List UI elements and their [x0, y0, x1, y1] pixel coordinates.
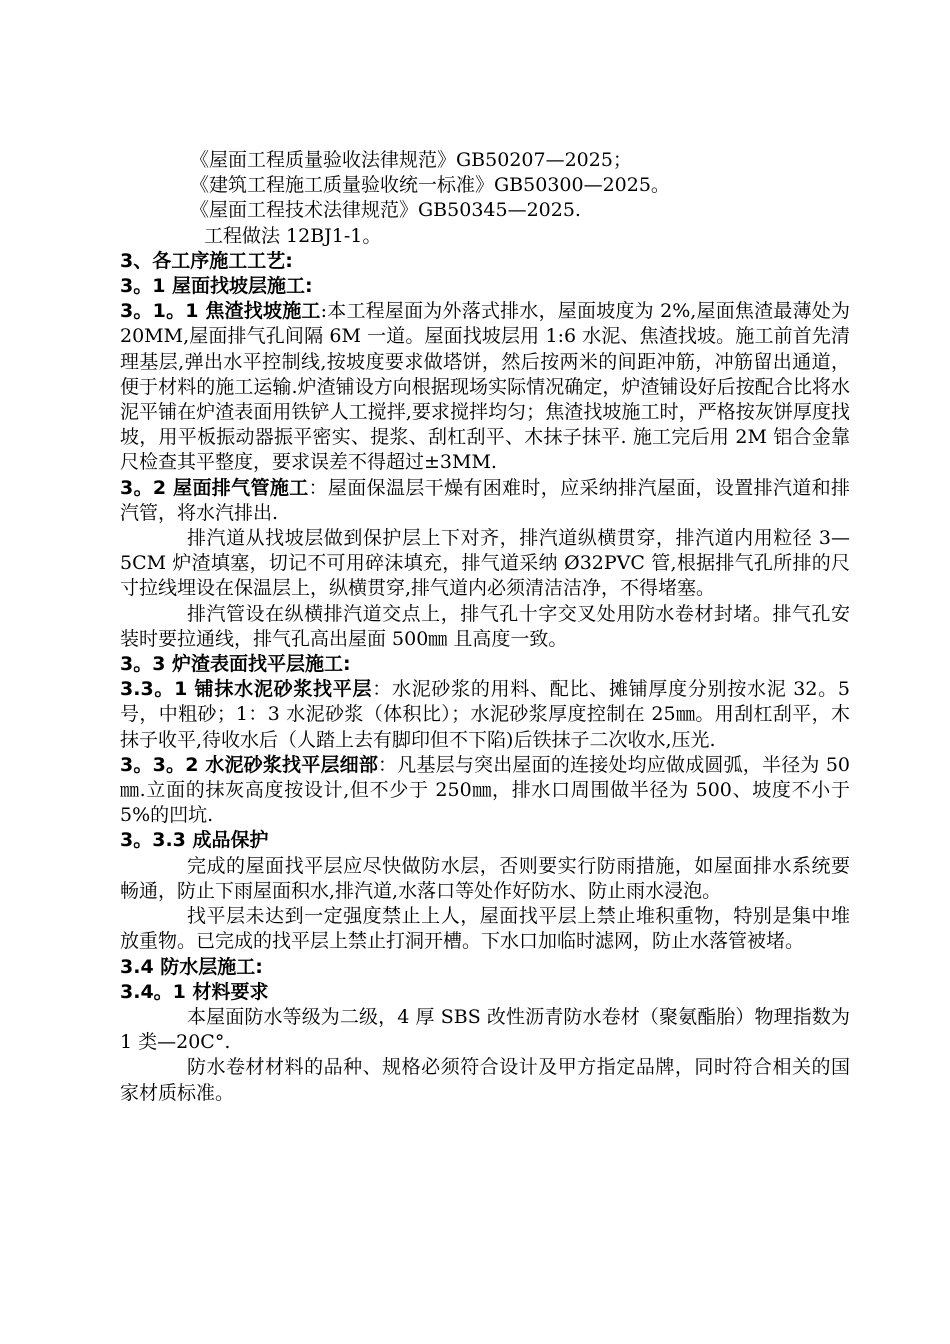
paragraph: 本屋面防水等级为二级，4 厚 SBS 改性沥青防水卷材（聚氨酯胎）物理指数为 1 类—20C°.: [120, 1005, 850, 1054]
section-heading: 3.4 防水层施工:: [120, 955, 263, 978]
reference-line: 《建筑工程施工质量验收统一标准》GB50300—2025。: [190, 174, 670, 197]
paragraph: 防水卷材材料的品种、规格必须符合设计及甲方指定品牌，同时符合相关的国家材质标准。: [120, 1056, 850, 1104]
paragraph: 找平层未达到一定强度禁止上人，屋面找平层上禁止堆积重物，特别是集中堆放重物。已完成的找平层上禁止打洞开槽。下水口加临时滤网，防止水落管被堵。: [120, 905, 850, 953]
document-body: [120, 148, 850, 1106]
reference-line: 《屋面工程技术法律规范》GB50345—2025.: [190, 199, 581, 222]
paragraph: 完成的屋面找平层应尽快做防水层，否则要实行防雨措施，如屋面排水系统要畅通，防止下雨屋面积水,排汽道,水落口等处作好防水、防止雨水浸泡。: [120, 854, 850, 902]
paragraph-text: ：水泥砂浆的用料、配比、摊铺厚度分别按水泥 32。5 号，中粗砂；1：3 水泥砂浆（体积比）；水泥砂浆厚度控制在 25㎜。用刮杠刮平，木抹子收平,待收水后（人踏上去有脚印但不下陷)后铁抹子二次收水,压光.: [120, 678, 850, 751]
section-heading: 3.4。1 材料要求: [120, 980, 269, 1003]
paragraph-text: :本工程屋面为外落式排水，屋面坡度为 2%,屋面焦渣最薄处为 20MM,屋面排气孔间隔 6M 一道。屋面找坡层用 1:6 水泥、焦渣找坡。施工前首先清理基层,弹出水平控制线,按坡度要求做塔饼，然后按两米的间距冲筋，冲筋留出通道，便于材料的施工运输.炉渣铺设方向根据现场实际情况确定，炉渣铺设好后按配合比将水泥平铺在炉渣表面用铁铲人工搅拌,要求搅拌均匀；焦渣找坡施工时，严格按灰饼厚度找坡，用平板振动器振平密实、提浆、刮杠刮平、木抹子抹平. 施工完后用 2M 铝合金靠尺检查其平整度，要求误差不得超过±3MM.: [120, 300, 850, 474]
paragraph: 排汽管设在纵横排汽道交点上，排气孔十字交叉处用防水卷材封堵。排气孔安装时要拉通线，排气孔高出屋面 500㎜ 且高度一致。: [120, 602, 850, 650]
paragraph: [120, 476, 850, 526]
paragraph-text: ：凡基层与突出屋面的连接处均应做成圆弧，半径为 50㎜.立面的抹灰高度按设计,但不少于 250㎜，排水口周围做半径为 500、坡度不小于 5%的凹坑.: [120, 753, 851, 827]
paragraph: [120, 677, 850, 753]
reference-line: 工程做法 12BJ1-1。: [204, 224, 382, 247]
paragraph-title: 3。3。2 水泥砂浆找平层细部: [120, 753, 379, 776]
paragraph: 排汽道从找坡层做到保护层上下对齐，排汽道纵横贯穿，排汽道内用粒径 3—5CM 炉渣填塞，切记不可用碎沫填充，排气道采纳 Ø32PVC 管,根据排气孔所排的尺寸拉线埋设在保温层上，纵横贯穿,排气道内必须清洁洁净，不得堵塞。: [120, 527, 850, 600]
section-heading: 3。3.3 成品保护: [120, 829, 269, 852]
paragraph-text: ：屋面保温层干燥有困难时，应采纳排汽屋面，设置排汽道和排汽管，将水汽排出.: [120, 476, 850, 524]
paragraph-title: 3。2 屋面排气管施工: [120, 476, 309, 499]
paragraph-title: 3。1。1 焦渣找坡施工: [120, 300, 321, 323]
paragraph-title: 3.3。1 铺抹水泥砂浆找平层: [120, 678, 373, 701]
reference-line: 《屋面工程质量验收法律规范》GB50207—2025；: [190, 149, 632, 171]
section-heading: 3。1 屋面找坡层施工:: [120, 275, 313, 298]
section-heading: 3。3 炉渣表面找平层施工:: [120, 653, 351, 676]
section-heading: 3、各工序施工工艺:: [120, 249, 293, 272]
paragraph: [120, 753, 850, 829]
paragraph: [120, 299, 850, 475]
